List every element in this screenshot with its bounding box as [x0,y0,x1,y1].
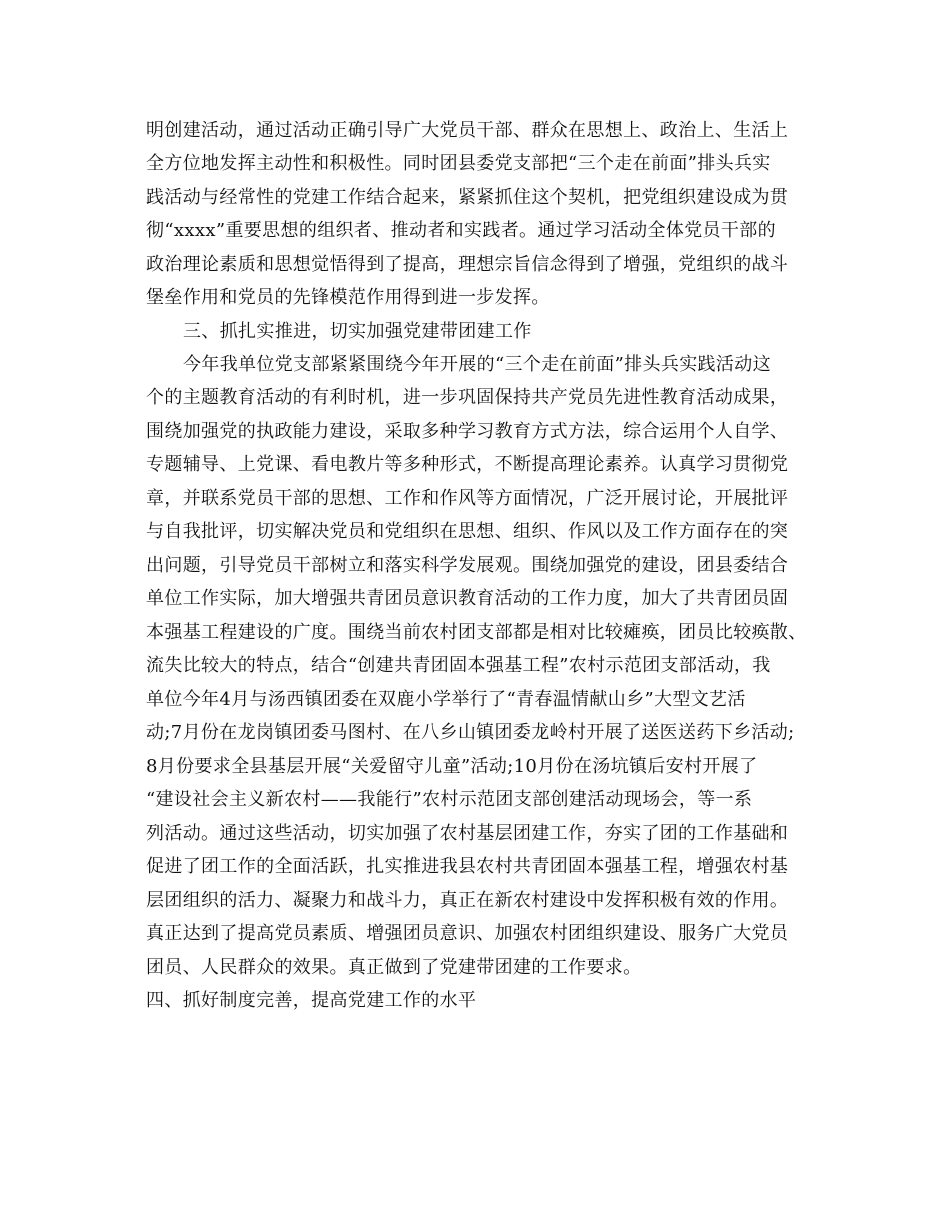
body-line: 真正达到了提高党员素质、增强团员意识、加强农村团组织建设、服务广大党员 [146,923,789,944]
body-line: 彻“xxxx”重要思想的组织者、推动者和实践者。通过学习活动全体党员干部的 [146,220,776,241]
body-line: 团员、人民群众的效果。真正做到了党建带团建的工作要求。 [146,957,642,978]
body-line: 政治理论素质和思想觉悟得到了提高，理想宗旨信念得到了增强，党组织的战斗 [146,254,789,275]
body-line: 个的主题教育活动的有利时机，进一步巩固保持共产党员先进性教育活动成果， [146,387,789,408]
body-line: “建设社会主义新农村——我能行”农村示范团支部创建活动现场会，等一系 [146,789,753,810]
body-line: 出问题，引导党员干部树立和落实科学发展观。围绕加强党的建设，团县委结合 [146,555,789,576]
body-line: 单位工作实际，加大增强共青团员意识教育活动的工作力度，加大了共青团员固 [146,588,789,609]
body-line: 层团组织的活力、凝聚力和战斗力，真正在新农村建设中发挥积极有效的作用。 [146,890,789,911]
body-line: 单位今年4月与汤西镇团委在双鹿小学举行了“青春温情献山乡”大型文艺活 [146,689,746,710]
body-line: 促进了团工作的全面活跃，扎实推进我县农村共青团固本强基工程，增强农村基 [146,856,789,877]
body-line: 明创建活动，通过活动正确引导广大党员干部、群众在思想上、政治上、生活上 [146,120,789,141]
body-line: 流失比较大的特点，结合“创建共青团固本强基工程”农村示范团支部活动，我 [146,655,771,676]
body-line: 与自我批评，切实解决党员和党组织在思想、组织、作风以及工作方面存在的突 [146,521,789,542]
body-line: 章，并联系党员干部的思想、工作和作风等方面情况，广泛开展讨论，开展批评 [146,488,789,509]
section-heading: 三、抓扎实推进，切实加强党建带团建工作 [183,321,532,342]
body-line: 全方位地发挥主动性和积极性。同时团县委党支部把“三个走在前面”排头兵实 [146,153,771,174]
body-line: 四、抓好制度完善，提高党建工作的水平 [146,990,477,1011]
body-line: 围绕加强党的执政能力建设，采取多种学习教育方式方法，综合运用个人自学、 [146,421,789,442]
body-line: 堡垒作用和党员的先锋模范作用得到进一步发挥。 [146,287,550,308]
body-line: 列活动。通过这些活动，切实加强了农村基层团建工作，夯实了团的工作基础和 [146,823,789,844]
body-line: 践活动与经常性的党建工作结合起来，紧紧抓住这个契机，把党组织建设成为贯 [146,187,789,208]
body-line: 专题辅导、上党课、看电教片等多种形式，不断提高理论素养。认真学习贯彻党 [146,454,789,475]
body-line: 8月份要求全县基层开展“关爱留守儿童”活动;10月份在汤坑镇后安村开展了 [146,756,758,777]
body-line: 今年我单位党支部紧紧围绕今年开展的“三个走在前面”排头兵实践活动这 [183,354,771,375]
body-line: 本强基工程建设的广度。围绕当前农村团支部都是相对比较瘫痪，团员比较痪散、 [146,622,807,643]
body-line: 动;7月份在龙岗镇团委马图村、在八乡山镇团委龙岭村开展了送医送药下乡活动; [146,722,795,743]
